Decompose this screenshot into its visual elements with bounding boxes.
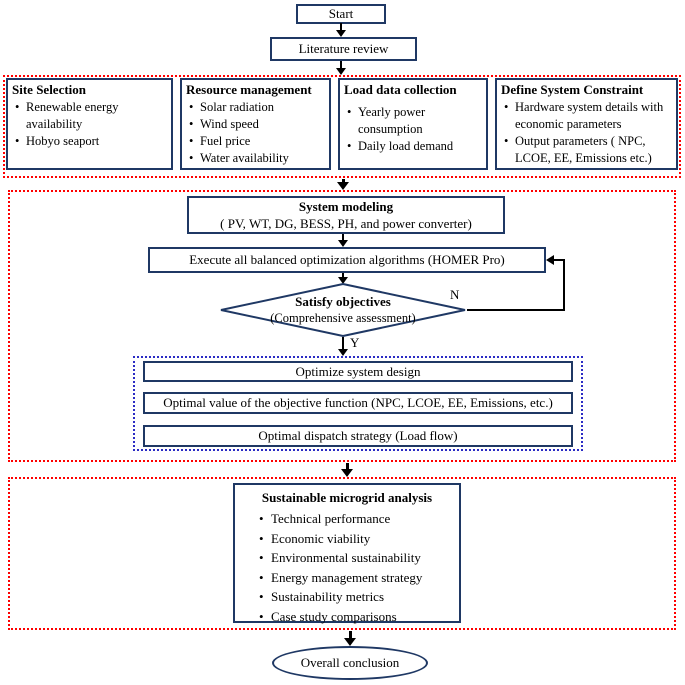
system-modeling-node	[187, 196, 505, 234]
box-title: Site Selection	[12, 82, 87, 97]
arrow-head	[546, 255, 554, 265]
decision-title: Satisfy objectives	[295, 294, 391, 309]
start-node: Start	[296, 4, 386, 24]
bullet-list	[8, 99, 171, 150]
box-title: Resource management	[186, 82, 312, 97]
result-objective-node: Optimal value of the objective function (NPC, LCOE, EE, Emissions, etc.)	[143, 392, 573, 414]
arrow-head	[338, 240, 348, 247]
conclusion-node: Overall conclusion	[272, 646, 428, 680]
bullet-item: • Hardware system details with economic parameters	[504, 99, 673, 133]
bullet-item: • Output parameters ( NPC, LCOE, EE, Emissions etc.)	[504, 133, 673, 167]
box-title: Define System Constraint	[501, 82, 644, 97]
bullet-list	[497, 99, 676, 167]
bullet-item: • Sustainability metrics	[259, 587, 455, 607]
bullet-item: • Solar radiation	[189, 99, 326, 116]
result-optimize-node: Optimize system design	[143, 361, 573, 382]
bullet-item: • Fuel price	[189, 133, 326, 150]
system-constraint-box	[495, 78, 678, 170]
result-dispatch-node: Optimal dispatch strategy (Load flow)	[143, 425, 573, 447]
arrow-head	[341, 469, 353, 477]
literature-review-node: Literature review	[270, 37, 417, 61]
resource-management-box	[180, 78, 331, 170]
decision-no-label: N	[450, 287, 460, 302]
analysis-node	[233, 483, 461, 623]
bullet-item: • Wind speed	[189, 116, 326, 133]
decision-diamond	[219, 283, 467, 337]
arrow-head	[338, 349, 348, 356]
bullet-item: • Environmental sustainability	[259, 548, 455, 568]
box-title: Load data collection	[344, 82, 457, 97]
system-modeling-subtitle: ( PV, WT, DG, BESS, PH, and power converter)	[220, 216, 472, 231]
system-modeling-title: System modeling	[298, 199, 394, 214]
decision-subtitle: (Comprehensive assessment)	[270, 311, 416, 325]
bullet-list	[235, 509, 459, 626]
arrow-head	[344, 638, 356, 646]
decision-yes-label: Y	[350, 335, 360, 350]
analysis-title: Sustainable microgrid analysis	[261, 490, 433, 505]
bullet-list	[340, 104, 486, 155]
bullet-list	[182, 99, 329, 167]
load-data-box	[338, 78, 488, 170]
bullet-item: • Hobyo seaport	[15, 133, 168, 150]
bullet-item: • Energy management strategy	[259, 568, 455, 588]
arrow-head	[336, 68, 346, 75]
arrow-head	[336, 30, 346, 37]
site-selection-box	[6, 78, 173, 170]
bullet-item: • Technical performance	[259, 509, 455, 529]
bullet-item: • Case study comparisons	[259, 607, 455, 627]
bullet-item: • Renewable energy availability	[15, 99, 168, 133]
bullet-item: • Economic viability	[259, 529, 455, 549]
bullet-item: • Yearly power consumption	[347, 104, 483, 138]
bullet-item: • Daily load demand	[347, 138, 483, 155]
bullet-item: • Water availability	[189, 150, 326, 167]
arrow-head	[337, 182, 349, 190]
execute-algorithms-node: Execute all balanced optimization algorithms (HOMER Pro)	[148, 247, 546, 273]
